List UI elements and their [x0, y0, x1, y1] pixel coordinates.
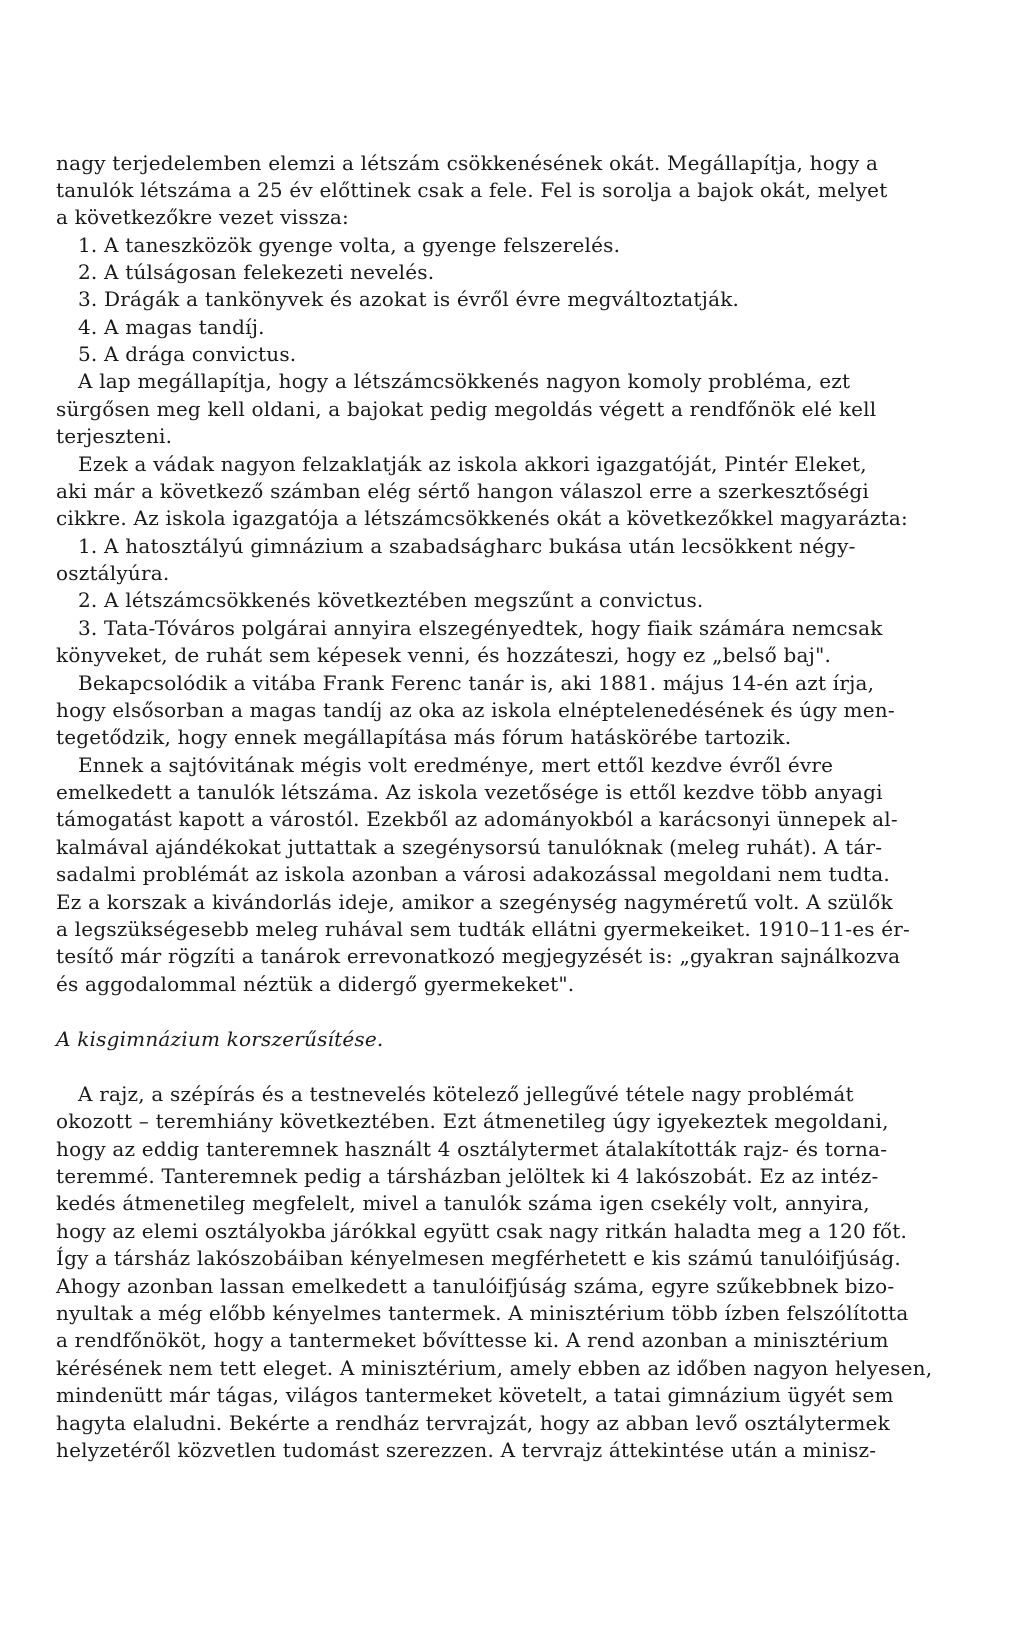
- list-item: 5. A drága convictus.: [78, 342, 297, 366]
- text-line: a következőkre vezet vissza:: [56, 205, 349, 229]
- text-line: hagyta elaludni. Bekérte a rendház tervrajzát, hogy az abban levő osztálytermek: [56, 1411, 890, 1435]
- list-item: 3. Drágák a tankönyvek és azokat is évről évre megváltoztatják.: [78, 287, 740, 311]
- text-line: Ahogy azonban lassan emelkedett a tanulóifjúság száma, egyre szűkebbnek bizo-: [56, 1274, 895, 1298]
- text-line: teremmé. Tanteremnek pedig a társházban jelöltek ki 4 lakószobát. Ez az intéz-: [56, 1164, 879, 1188]
- text-line: mindenütt már tágas, világos tantermeket követelt, a tatai gimnázium ügyét sem: [56, 1383, 894, 1407]
- list-item: 2. A túlságosan felekezeti nevelés.: [78, 260, 435, 284]
- text-line: könyveket, de ruhát sem képesek venni, és hozzáteszi, hogy ez „belső baj".: [56, 643, 832, 667]
- text-line: tesítő már rögzíti a tanárok errevonatkozó megjegyzését is: „gyakran sajnálkozva: [56, 944, 901, 968]
- list-item: 1. A hatosztályú gimnázium a szabadságharc bukása után lecsökkent négy-: [78, 534, 856, 558]
- list-item: 3. Tata-Tóváros polgárai annyira elszegényedtek, hogy fiaik számára nemcsak: [78, 616, 883, 640]
- text-line: kedés átmenetileg megfelelt, mivel a tanulók száma igen csekély volt, annyira,: [56, 1191, 870, 1215]
- list-item: 1. A taneszközök gyenge volta, a gyenge felszerelés.: [78, 233, 621, 257]
- text-line: nagy terjedelemben elemzi a létszám csökkenésének okát. Megállapítja, hogy a: [56, 151, 879, 175]
- paragraph-start: Bekapcsolódik a vitába Frank Ferenc tanár is, aki 1881. május 14-én azt írja,: [78, 671, 875, 695]
- text-line: hogy az eddig tanteremnek használt 4 osztálytermet átalakították rajz- és torna-: [56, 1137, 888, 1161]
- text-line: osztályúra.: [56, 561, 170, 585]
- text-line: sadalmi problémát az iskola azonban a városi adakozással megoldani nem tudta.: [56, 862, 890, 886]
- text-line: Ez a korszak a kivándorlás ideje, amikor a szegénység nagyméretű volt. A szülők: [56, 890, 893, 914]
- text-line: kérésének nem tett eleget. A minisztérium, amely ebben az időben nagyon helyesen,: [56, 1356, 933, 1380]
- text-line: támogatást kapott a várostól. Ezekből az adományokból a karácsonyi ünnepek al-: [56, 807, 898, 831]
- text-line: a rendfőnököt, hogy a tantermeket bővíttesse ki. A rend azonban a minisztérium: [56, 1328, 889, 1352]
- text-line: és aggodalommal néztük a didergő gyermekeket".: [56, 972, 575, 996]
- text-line: sürgősen meg kell oldani, a bajokat pedig megoldás végett a rendfőnök elé kell: [56, 397, 877, 421]
- text-line: Így a társház lakószobáiban kényelmesen megférhetett e kis számú tanulóifjúság.: [56, 1246, 901, 1270]
- paragraph-start: A rajz, a szépírás és a testnevelés kötelező jellegűvé tétele nagy problémát: [78, 1082, 854, 1106]
- paragraph-start: Ennek a sajtóvitának mégis volt eredménye, mert ettől kezdve évről évre: [78, 753, 834, 777]
- text-line: kalmával ajándékokat juttattak a szegénysorsú tanulóknak (meleg ruhát). A tár-: [56, 835, 883, 859]
- text-line: cikkre. Az iskola igazgatója a létszámcsökkenés okát a következőkkel magyarázta:: [56, 506, 908, 530]
- text-line: tegetődzik, hogy ennek megállapítása más fórum hatáskörébe tartozik.: [56, 725, 792, 749]
- section-heading: A kisgimnázium korszerűsítése.: [56, 1027, 384, 1051]
- text-line: terjeszteni.: [56, 424, 173, 448]
- text-line: a legszükségesebb meleg ruhával sem tudták ellátni gyermekeiket. 1910–11-es ér-: [56, 917, 911, 941]
- text-line: emelkedett a tanulók létszáma. Az iskola vezetősége is ettől kezdve több anyagi: [56, 780, 883, 804]
- text-line: tanulók létszáma a 25 év előttinek csak a fele. Fel is sorolja a bajok okát, melyet: [56, 178, 888, 202]
- text-line: aki már a következő számban elég sértő hangon válaszol erre a szerkesztőségi: [56, 479, 869, 503]
- text-line: hogy az elemi osztályokba járókkal együtt csak nagy ritkán haladta meg a 120 főt.: [56, 1219, 908, 1243]
- text-line: helyzetéről közvetlen tudomást szerezzen. A tervrajz áttekintése után a minisz-: [56, 1438, 877, 1462]
- list-item: 4. A magas tandíj.: [78, 315, 265, 339]
- list-item: 2. A létszámcsökkenés következtében megszűnt a convictus.: [78, 588, 704, 612]
- paragraph-start: A lap megállapítja, hogy a létszámcsökkenés nagyon komoly probléma, ezt: [78, 369, 851, 393]
- text-line: hogy elsősorban a magas tandíj az oka az iskola elnéptelenedésének és úgy men-: [56, 698, 895, 722]
- text-line: nyultak a még előbb kényelmes tantermek. A minisztérium több ízben felszólította: [56, 1301, 909, 1325]
- paragraph-start: Ezek a vádak nagyon felzaklatják az iskola akkori igazgatóját, Pintér Eleket,: [78, 452, 867, 476]
- text-line: okozott – teremhiány következtében. Ezt átmenetileg úgy igyekeztek megoldani,: [56, 1109, 889, 1133]
